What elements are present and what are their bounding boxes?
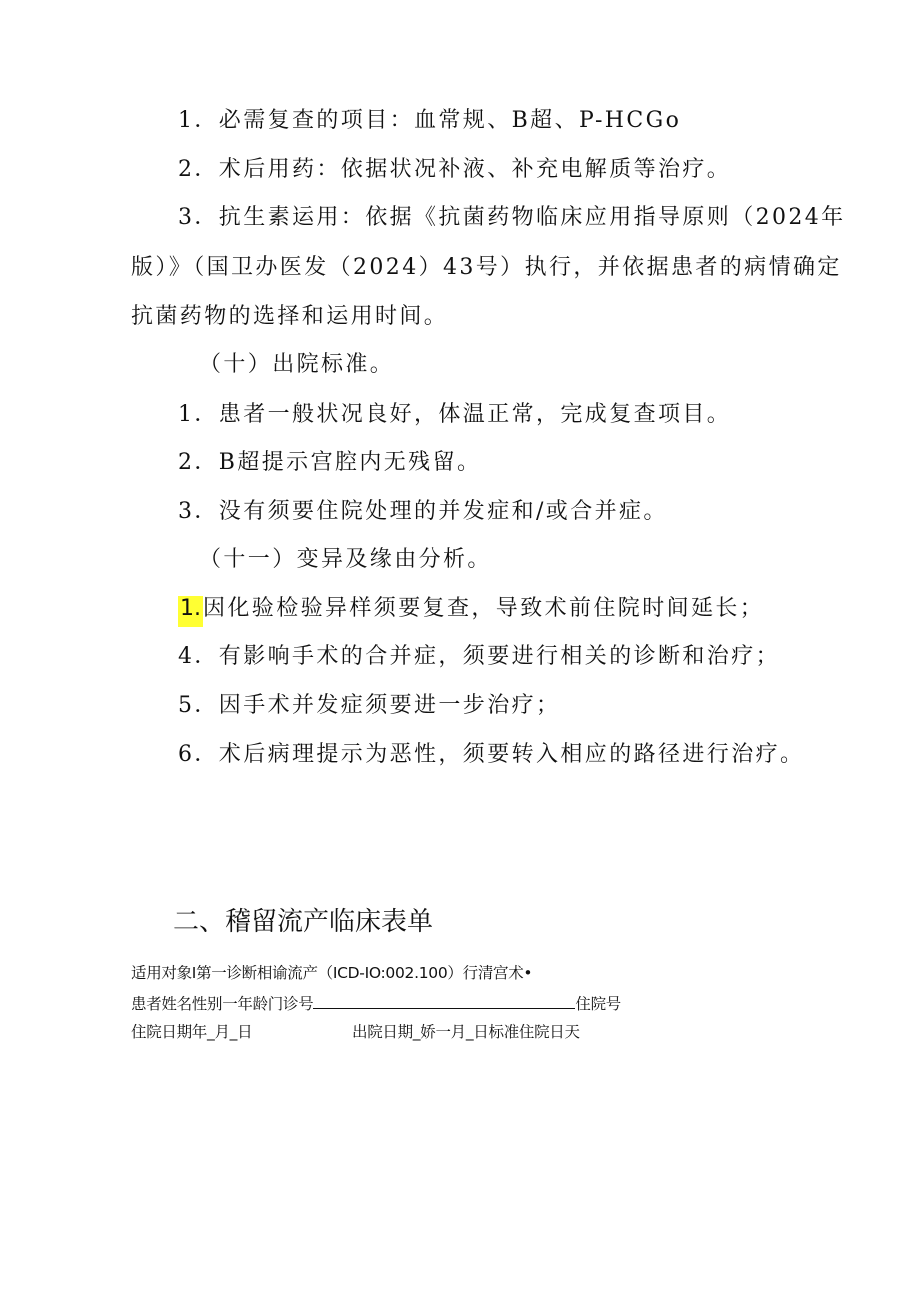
variance-item-4: 4．有影响手术的合并症，须要进行相关的诊断和治疗； — [178, 644, 780, 669]
variance-item-1 — [178, 594, 764, 624]
form-admission-date: 住院日期年_月_日 — [131, 1023, 253, 1041]
variance-item-6: 6．术后病理提示为恶性，须要转入相应的路径进行治疗。 — [178, 742, 805, 767]
discharge-item-1: 1．患者一般状况良好，体温正常，完成复查项目。 — [178, 402, 732, 427]
paragraph-antibiotic-use-end: 抗菌药物的选择和运用时间。 — [131, 304, 449, 329]
discharge-item-2: 2．B超提示宫腔内无残留。 — [178, 450, 482, 475]
paragraph-postop-medication: 2．术后用药：依据状况补液、补充电解质等治疗。 — [178, 157, 732, 182]
outpatient-number-blank — [313, 994, 575, 1009]
variance-item-1-text: 因化验检验异样须要复查，导致术前住院时间延长； — [203, 596, 765, 621]
inpatient-number-label: 住院号 — [575, 995, 622, 1013]
paragraph-antibiotic-use-cont: 版）》（国卫办医发（2024）43号）执行，并依据患者的病情确定 — [131, 255, 842, 280]
heading-variance-analysis: （十一）变异及缘由分析。 — [199, 547, 492, 572]
paragraph-recheck-items: 1．必需复查的项目：血常规、B超、P-HCGo — [178, 108, 682, 133]
section-title-clinical-form: 二、稽留流产临床表单 — [173, 907, 434, 937]
form-patient-info — [131, 993, 621, 1015]
form-applicable-target: 适用对象I第一诊断相谕流产（ICD-IO:002.100）行清宫术• — [131, 964, 533, 982]
paragraph-antibiotic-use: 3．抗生素运用：依据《抗菌药物临床应用指导原则（2024年 — [178, 205, 846, 230]
patient-info-label: 患者姓名性别一年龄门诊号 — [131, 995, 314, 1013]
variance-item-5: 5．因手术并发症须要进一步治疗； — [178, 693, 561, 718]
discharge-item-3: 3．没有须要住院处理的并发症和/或合并症。 — [178, 499, 668, 524]
heading-discharge-criteria: （十）出院标准。 — [199, 352, 395, 377]
highlighted-item-number: 1. — [178, 596, 203, 627]
form-discharge-date: 出院日期_娇一月_日标准住院日天 — [352, 1023, 580, 1041]
